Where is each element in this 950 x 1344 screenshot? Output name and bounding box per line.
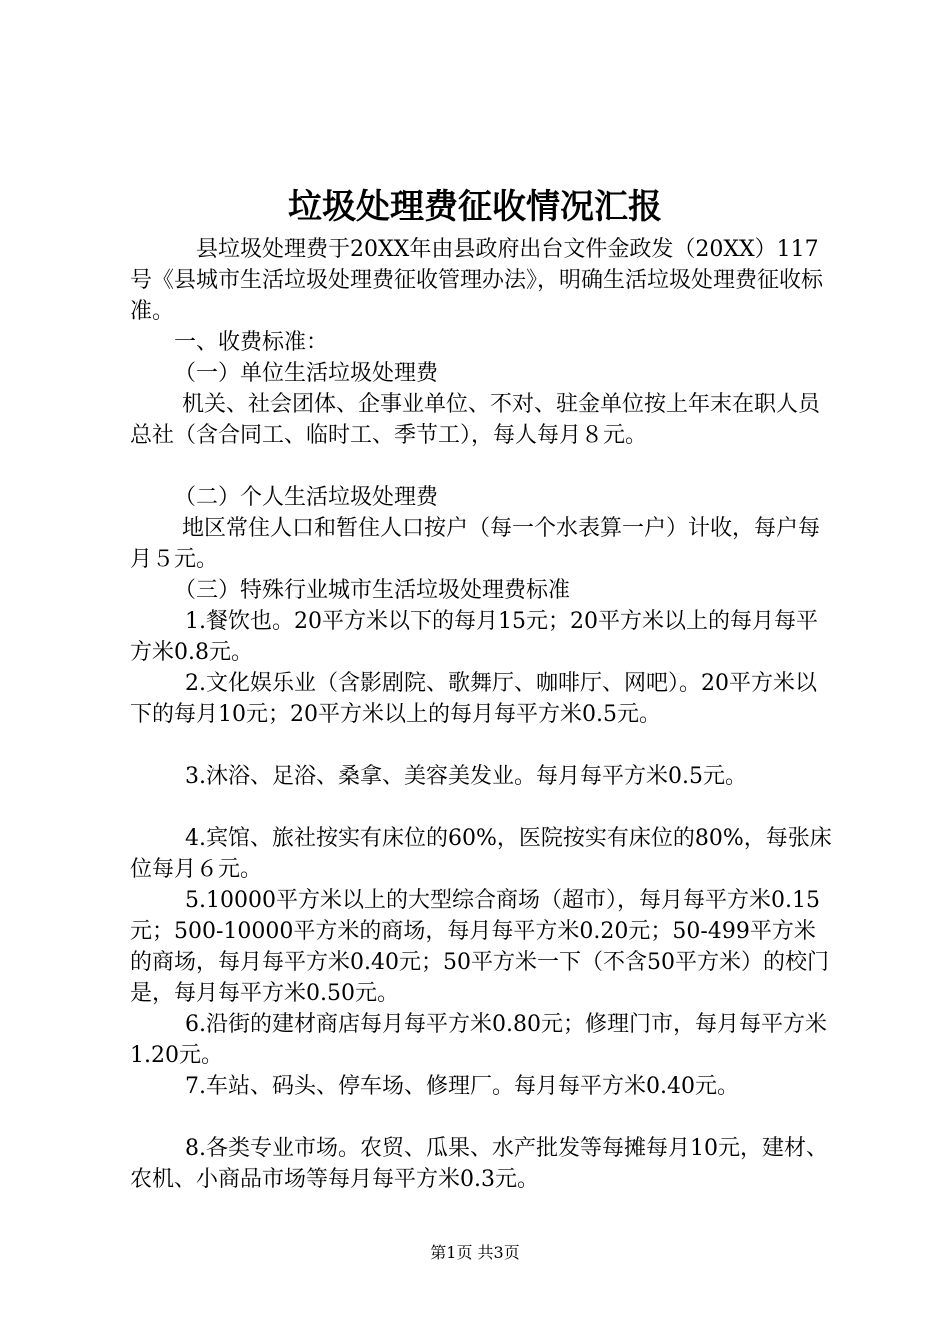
list-item-8: 8.各类专业市场。农贸、瓜果、水产批发等每摊每月10元，建材、农机、小商品市场等每月每平方米0.3元。 bbox=[130, 1136, 828, 1192]
list-item-3: 3.沐浴、足浴、桑拿、美容美发业。每月每平方米0.5元。 bbox=[185, 764, 747, 789]
page-number-footer: 第1页 共3页 bbox=[430, 1243, 520, 1262]
document-body bbox=[130, 234, 832, 1195]
list-item-5: 5.10000平方米以上的大型综合商场（超市），每月每平方米0.15元；500-10000平方米的商场，每月每平方米0.20元；50-499平方米的商场，每月每平方米0.40元；50平方米一下（不含50平方米）的校门是，每月每平方米0.50元。 bbox=[130, 888, 829, 1006]
list-item-4: 4.宾馆、旅社按实有床位的60%，医院按实有床位的80%，每张床位每月６元。 bbox=[130, 826, 832, 882]
list-item-1: 1.餐饮也。20平方米以下的每月15元；20平方米以上的每月每平方米0.8元。 bbox=[130, 609, 818, 665]
list-item-6: 6.沿街的建材商店每月每平方米0.80元；修理门市，每月每平方米1.20元。 bbox=[130, 1012, 827, 1068]
spacer bbox=[130, 730, 832, 761]
subsection-heading-unit: （一）单位生活垃圾处理费 bbox=[174, 361, 439, 386]
list-item-7: 7.车站、码头、停车场、修理厂。每月每平方米0.40元。 bbox=[185, 1074, 739, 1099]
intro-paragraph: 县垃圾处理费于20XX年由县政府出台文件金政发（20XX）117号《县城市生活垃圾处理费征收管理办法》，明确生活垃圾处理费征收标准。 bbox=[130, 237, 824, 324]
unit-fee-paragraph: 机关、社会团体、企事业单位、不对、驻金单位按上年末在职人员总社（含合同工、临时工、季节工），每人每月８元。 bbox=[130, 392, 821, 448]
spacer bbox=[130, 451, 832, 482]
subsection-heading-personal: （二）个人生活垃圾处理费 bbox=[174, 485, 439, 510]
subsection-heading-special: （三）特殊行业城市生活垃圾处理费标准 bbox=[174, 578, 571, 603]
document-title: 垃圾处理费征收情况汇报 bbox=[288, 187, 662, 227]
spacer bbox=[130, 1102, 832, 1133]
list-item-2: 2.文化娱乐业（含影剧院、歌舞厅、咖啡厅、网吧）。20平方米以下的每月10元；20平方米以上的每月每平方米0.5元。 bbox=[130, 671, 817, 727]
personal-fee-paragraph: 地区常住人口和暂住人口按户（每一个水表算一户）计收，每户每月５元。 bbox=[130, 516, 821, 572]
section-heading-fee-standard: 一、收费标准： bbox=[174, 330, 329, 355]
spacer bbox=[130, 792, 832, 823]
